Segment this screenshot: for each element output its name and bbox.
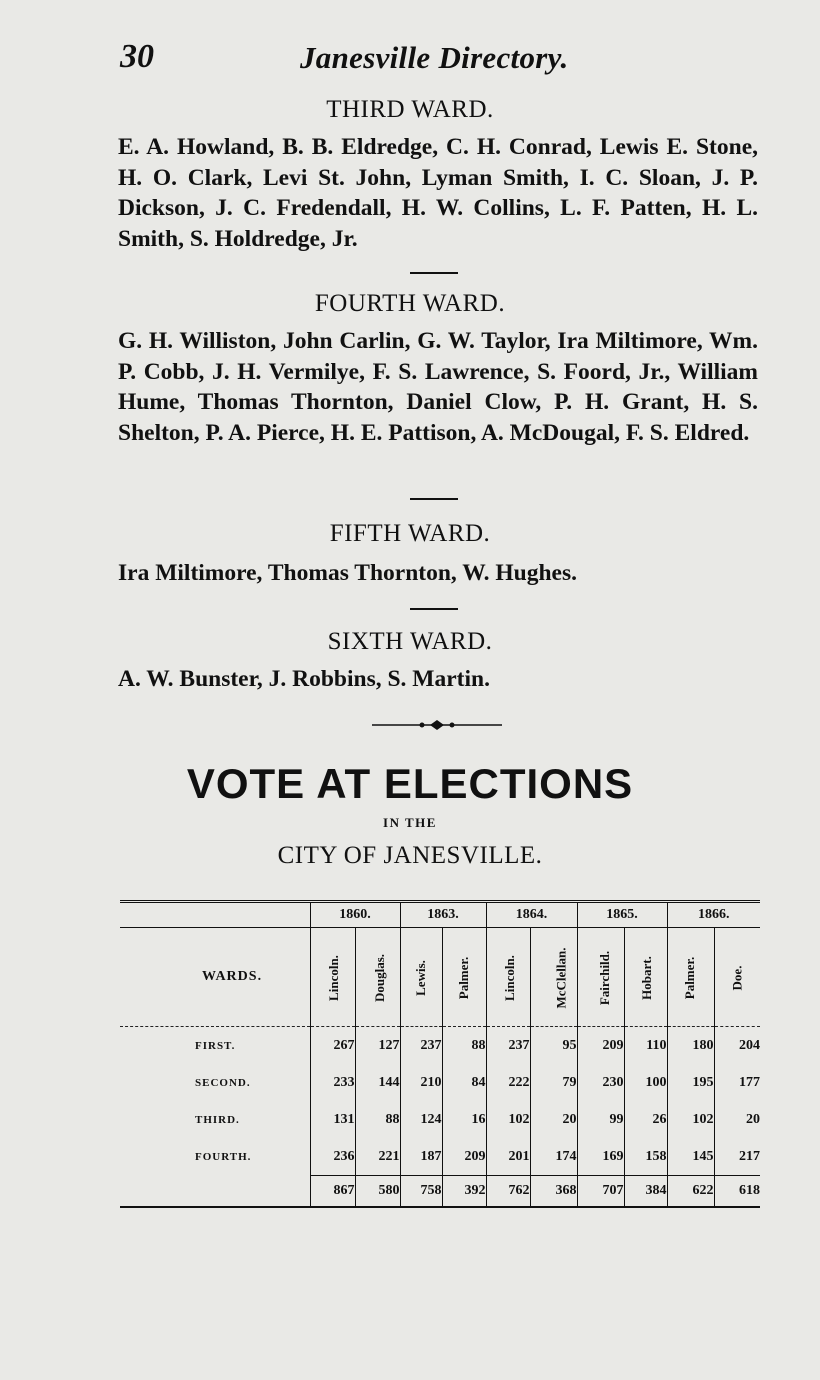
- vote-cell: 204: [714, 1027, 760, 1065]
- vote-cell: 102: [486, 1101, 530, 1138]
- total-cell: 368: [530, 1176, 577, 1208]
- candidate-label: Douglas.: [371, 953, 387, 1003]
- vote-cell: 84: [442, 1064, 486, 1101]
- totals-row: [120, 1176, 760, 1208]
- vote-cell: 79: [530, 1064, 577, 1101]
- vote-table: [120, 900, 760, 1208]
- vote-cell: 195: [667, 1064, 714, 1101]
- section-city: CITY OF JANESVILLE.: [277, 842, 543, 869]
- ward-name: SECOND.: [195, 1076, 251, 1089]
- section-subtitle: IN THE: [383, 815, 437, 830]
- vote-cell: 177: [714, 1064, 760, 1101]
- vote-cell: 20: [530, 1101, 577, 1138]
- vote-cell: 144: [355, 1064, 400, 1101]
- vote-cell: 110: [624, 1027, 667, 1065]
- vote-cell: 88: [355, 1101, 400, 1138]
- vote-cell: 187: [400, 1138, 442, 1176]
- vote-cell: 180: [667, 1027, 714, 1065]
- vote-cell: 26: [624, 1101, 667, 1138]
- vote-cell: 20: [714, 1101, 760, 1138]
- vote-cell: 221: [355, 1138, 400, 1176]
- table-row: [120, 1101, 760, 1138]
- ward-title-fifth: FIFTH WARD.: [329, 520, 491, 547]
- vote-cell: 131: [310, 1101, 355, 1138]
- candidate-header: [400, 928, 442, 1027]
- ward-members-fourth: G. H. Williston, John Carlin, G. W. Taylor, Ira Miltimore, Wm. P. Cobb, J. H. Vermilye, F. S. Lawrence, S. Foord, Jr., William Hume, Thomas Thornton, Daniel Clow, P. H. Grant, H. S. Shelton, P. A. Pierce, H. E. Pattison, A. McDougal, F. S. Eldred.: [118, 328, 758, 446]
- vote-cell: 230: [577, 1064, 624, 1101]
- total-cell: 867: [310, 1176, 355, 1208]
- candidate-label: Lincoln.: [501, 955, 517, 1001]
- total-cell: 622: [667, 1176, 714, 1208]
- year-1860: 1860.: [310, 902, 400, 928]
- candidate-header: [530, 928, 577, 1027]
- ward-members-fifth: Ira Miltimore, Thomas Thornton, W. Hughes.: [118, 560, 577, 586]
- vote-cell: 209: [577, 1027, 624, 1065]
- vote-cell: 236: [310, 1138, 355, 1176]
- ward-name: FOURTH.: [195, 1150, 252, 1163]
- candidate-header: [442, 928, 486, 1027]
- vote-cell: 210: [400, 1064, 442, 1101]
- vote-cell: 233: [310, 1064, 355, 1101]
- candidate-label: Palmer.: [682, 956, 698, 1000]
- candidate-header: [624, 928, 667, 1027]
- candidate-header: [667, 928, 714, 1027]
- year-1866: 1866.: [667, 902, 760, 928]
- vote-cell: 88: [442, 1027, 486, 1065]
- ward-name: FIRST.: [195, 1039, 236, 1052]
- vote-cell: 217: [714, 1138, 760, 1176]
- divider-rule: [410, 498, 458, 500]
- ward-members-third: E. A. Howland, B. B. Eldredge, C. H. Conrad, Lewis E. Stone, H. O. Clark, Levi St. John, Lyman Smith, I. C. Sloan, J. P. Dickson, J. C. Fredendall, H. W. Collins, L. F. Patten, H. L. Smith, S. Holdredge, Jr.: [118, 134, 758, 252]
- total-cell: 392: [442, 1176, 486, 1208]
- table-row: [120, 1064, 760, 1101]
- year-1864: 1864.: [486, 902, 577, 928]
- ward-members-sixth: A. W. Bunster, J. Robbins, S. Martin.: [118, 666, 490, 692]
- wards-label: WARDS.: [120, 928, 310, 1027]
- table-row: [120, 1138, 760, 1176]
- total-cell: 707: [577, 1176, 624, 1208]
- running-title: Janesville Directory.: [300, 40, 569, 75]
- ward-title-sixth: SIXTH WARD.: [327, 628, 493, 655]
- total-cell: 384: [624, 1176, 667, 1208]
- divider-rule: [410, 608, 458, 610]
- year-1865: 1865.: [577, 902, 667, 928]
- vote-cell: 222: [486, 1064, 530, 1101]
- candidate-header: [714, 928, 760, 1027]
- candidate-label: Lincoln.: [325, 955, 341, 1001]
- vote-cell: 174: [530, 1138, 577, 1176]
- vote-cell: 99: [577, 1101, 624, 1138]
- vote-cell: 127: [355, 1027, 400, 1065]
- totals-spacer: [120, 1176, 310, 1208]
- total-cell: 618: [714, 1176, 760, 1208]
- vote-cell: 158: [624, 1138, 667, 1176]
- section-title: VOTE AT ELECTIONS: [186, 760, 634, 807]
- candidate-label: Palmer.: [455, 956, 471, 1000]
- divider-rule: [410, 272, 458, 274]
- vote-cell: 209: [442, 1138, 486, 1176]
- page-number: 30: [120, 38, 154, 75]
- year-header-row: [120, 902, 760, 928]
- candidate-header-row: [120, 928, 760, 1027]
- year-header-spacer: [120, 902, 310, 928]
- total-cell: 762: [486, 1176, 530, 1208]
- vote-cell: 16: [442, 1101, 486, 1138]
- vote-cell: 169: [577, 1138, 624, 1176]
- ward-title-third: THIRD WARD.: [326, 96, 494, 123]
- vote-cell: 124: [400, 1101, 442, 1138]
- candidate-header: [577, 928, 624, 1027]
- vote-cell: 201: [486, 1138, 530, 1176]
- ward-name: THIRD.: [195, 1113, 240, 1126]
- vote-cell: 102: [667, 1101, 714, 1138]
- total-cell: 580: [355, 1176, 400, 1208]
- vote-cell: 267: [310, 1027, 355, 1065]
- candidate-header: [310, 928, 355, 1027]
- candidate-header: [355, 928, 400, 1027]
- candidate-label: Hobart.: [638, 956, 654, 1000]
- vote-cell: 237: [486, 1027, 530, 1065]
- ornament-divider-icon: [372, 718, 502, 732]
- year-1863: 1863.: [400, 902, 486, 928]
- vote-cell: 145: [667, 1138, 714, 1176]
- vote-cell: 95: [530, 1027, 577, 1065]
- candidate-label: Fairchild.: [596, 950, 612, 1006]
- ward-title-fourth: FOURTH WARD.: [314, 290, 506, 317]
- candidate-label: Lewis.: [413, 960, 428, 996]
- candidate-label: Doe.: [729, 965, 745, 991]
- total-cell: 758: [400, 1176, 442, 1208]
- page-header: [120, 38, 760, 88]
- candidate-label: McClellan.: [553, 947, 569, 1009]
- candidate-header: [486, 928, 530, 1027]
- vote-cell: 237: [400, 1027, 442, 1065]
- vote-cell: 100: [624, 1064, 667, 1101]
- table-row: [120, 1027, 760, 1065]
